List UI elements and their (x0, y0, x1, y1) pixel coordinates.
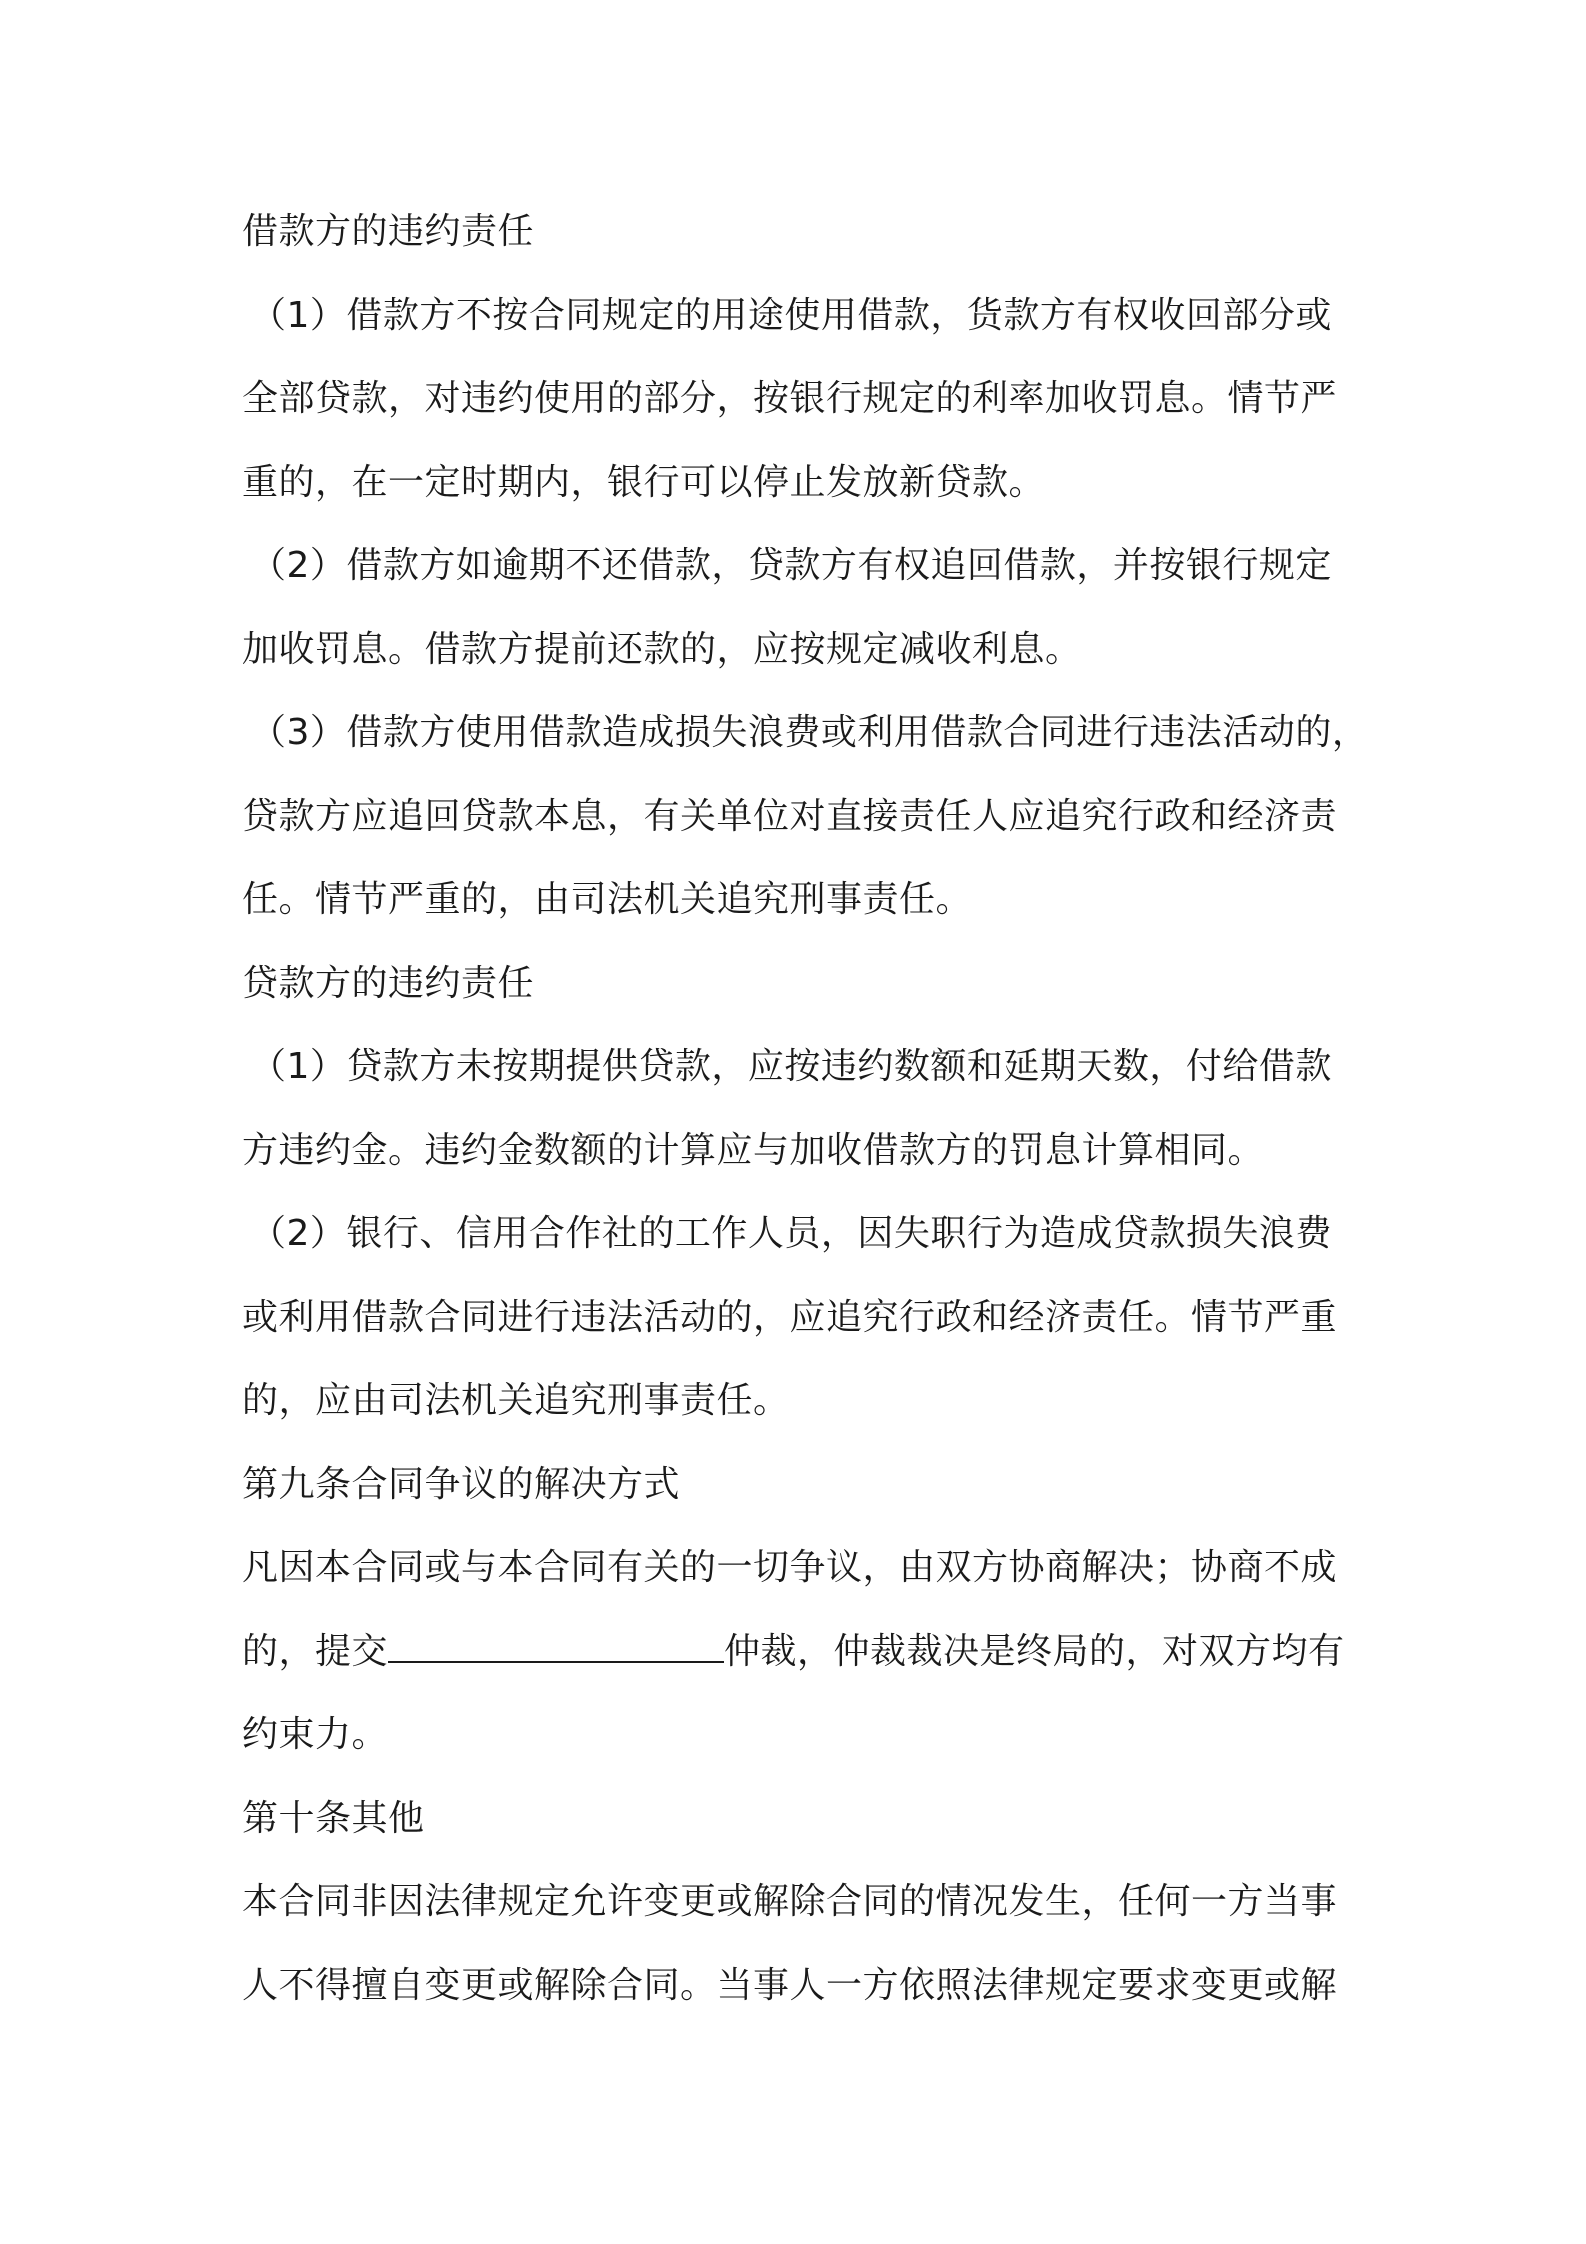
clause-text: 凡因本合同或与本合同有关的一切争议，由双方协商解决；协商不成 (242, 1547, 1338, 1588)
clause-text: 贷款方应追回贷款本息，有关单位对直接责任人应追究行政和经济责 (242, 795, 1338, 837)
heading-article-10: 第十条其他 (242, 1797, 425, 1839)
clause-text: 加收罚息。借款方提前还款的，应按规定减收利息。 (242, 628, 1082, 670)
clause-text: 的，应由司法机关追究刑事责任。 (242, 1380, 790, 1421)
clause-text: （1）贷款方未按期提供贷款，应按违约数额和延期天数，付给借款 (250, 1046, 1332, 1087)
clause-text: （2）银行、信用合作社的工作人员，因失职行为造成贷款损失浪费 (250, 1213, 1332, 1254)
arbitration-after-text: 仲裁，仲裁裁决是终局的，对双方均有 (724, 1630, 1345, 1672)
heading-borrower-liability: 借款方的违约责任 (242, 211, 535, 252)
clause-text: 本合同非因法律规定允许变更或解除合同的情况发生，任何一方当事 (242, 1881, 1338, 1922)
clause-text: 方违约金。违约金数额的计算应与加收借款方的罚息计算相同。 (242, 1129, 1265, 1171)
clause-text: 约束力。 (242, 1714, 389, 1755)
heading-lender-liability: 贷款方的违约责任 (242, 962, 535, 1004)
document-body (242, 190, 1369, 2027)
arbitration-before-text: 的，提交 (242, 1630, 389, 1672)
clause-text: 人不得擅自变更或解除合同。当事人一方依照法律规定要求变更或解 (242, 1964, 1338, 2006)
clause-text: 重的，在一定时期内，银行可以停止发放新贷款。 (242, 461, 1046, 503)
arbitration-blank (388, 1631, 724, 1663)
heading-article-9: 第九条合同争议的解决方式 (242, 1463, 681, 1505)
clause-text: （3）借款方使用借款造成损失浪费或利用借款合同进行违法活动的， (250, 712, 1369, 753)
clause-text: 或利用借款合同进行违法活动的，应追究行政和经济责任。情节严重 (242, 1296, 1338, 1338)
clause-text: （2）借款方如逾期不还借款，贷款方有权追回借款，并按银行规定 (250, 545, 1332, 586)
clause-text: 全部贷款，对违约使用的部分，按银行规定的利率加收罚息。情节严 (242, 378, 1338, 419)
clause-text: （1）借款方不按合同规定的用途使用借款，货款方有权收回部分或 (250, 294, 1332, 336)
arbitration-line (242, 1610, 1362, 1694)
clause-text: 任。情节严重的，由司法机关追究刑事责任。 (242, 879, 973, 920)
